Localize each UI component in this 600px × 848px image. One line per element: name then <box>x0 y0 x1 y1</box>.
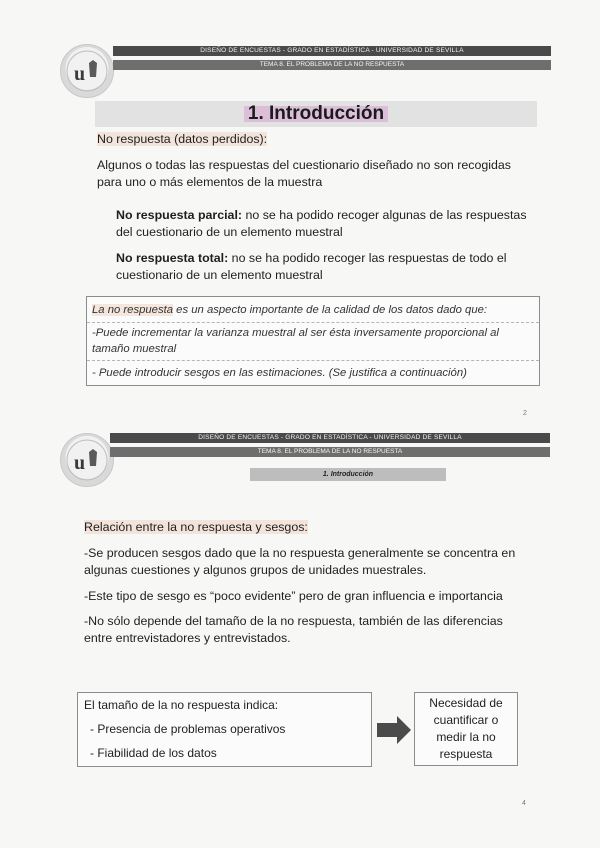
subtitle-text: Relación entre la no respuesta y sesgos: <box>84 520 308 534</box>
operational-problems-item: - Presencia de problemas operativos <box>90 722 286 736</box>
bias-point: - Puede introducir sesgos en las estimaciones. (Se justifica a continuación) <box>92 367 467 379</box>
right-arrow-icon <box>377 716 411 744</box>
university-seal-icon <box>61 45 113 97</box>
variance-point: -Puede incrementar la varianza muestral al ser ésta inversamente proporcional al tamaño muestral <box>92 327 499 355</box>
page-number: 2 <box>523 410 527 417</box>
subtitle-text: No respuesta (datos perdidos): <box>97 132 268 146</box>
importance-box <box>86 296 540 386</box>
topic-header: TEMA 8. EL PROBLEMA DE LA NO RESPUESTA <box>110 447 550 457</box>
page-number: 4 <box>522 800 526 807</box>
quantify-box <box>414 692 518 766</box>
total-nonresponse <box>116 250 536 284</box>
university-logo <box>60 44 114 98</box>
slide-title <box>95 101 537 127</box>
section-header: 1. Introducción <box>250 468 446 481</box>
university-logo <box>60 433 114 487</box>
bias-relation-subtitle <box>84 519 534 536</box>
no-response-subtitle <box>97 131 537 148</box>
partial-nonresponse <box>116 207 536 241</box>
university-seal-icon <box>61 434 113 486</box>
slide-title-text: 1. Introducción <box>244 103 388 124</box>
course-header: DISEÑO DE ENCUESTAS - GRADO EN ESTADÍSTICA - UNIVERSIDAD DE SEVILLA <box>110 433 550 443</box>
importance-rest: es un aspecto importante de la calidad de los datos dado que: <box>173 304 488 316</box>
bias-bullet-2: -Este tipo de sesgo es “poco evidente” pero de gran influencia e importancia <box>84 589 503 603</box>
topic-header: TEMA 8. EL PROBLEMA DE LA NO RESPUESTA <box>113 60 551 70</box>
quantify-text: Necesidad de cuantificar o medir la no respuesta <box>429 696 503 761</box>
svg-text:u: u <box>74 452 86 474</box>
data-reliability-item: - Fiabilidad de los datos <box>90 746 217 760</box>
size-box-title: El tamaño de la no respuesta indica: <box>84 698 279 712</box>
partial-term: No respuesta parcial: <box>116 208 243 222</box>
box-divider <box>87 322 539 323</box>
importance-highlight: La no respuesta <box>92 304 174 316</box>
total-term: No respuesta total: <box>116 251 229 265</box>
total-definition: no se ha podido recoger las respuestas de todo el cuestionario de un elemento muestral <box>116 251 507 282</box>
importance-line <box>92 302 537 318</box>
box-divider <box>87 360 539 361</box>
partial-definition: no se ha podido recoger algunas de las respuestas del cuestionario de un elemento muestral <box>116 208 527 239</box>
course-header: DISEÑO DE ENCUESTAS - GRADO EN ESTADÍSTICA - UNIVERSIDAD DE SEVILLA <box>113 46 551 56</box>
svg-text:u: u <box>74 63 86 85</box>
bias-bullet-1: -Se producen sesgos dado que la no respuesta generalmente se concentra en algunas cuestiones y algunos grupos de unidades muestrales. <box>84 546 516 577</box>
nonresponse-size-box <box>77 692 372 767</box>
definition-paragraph: Algunos o todas las respuestas del cuestionario diseñado no son recogidas para uno o más elementos de la muestra <box>97 158 511 189</box>
bias-bullet-3: -No sólo depende del tamaño de la no respuesta, también de las diferencias entre entrevistadores y entrevistados. <box>84 614 503 645</box>
